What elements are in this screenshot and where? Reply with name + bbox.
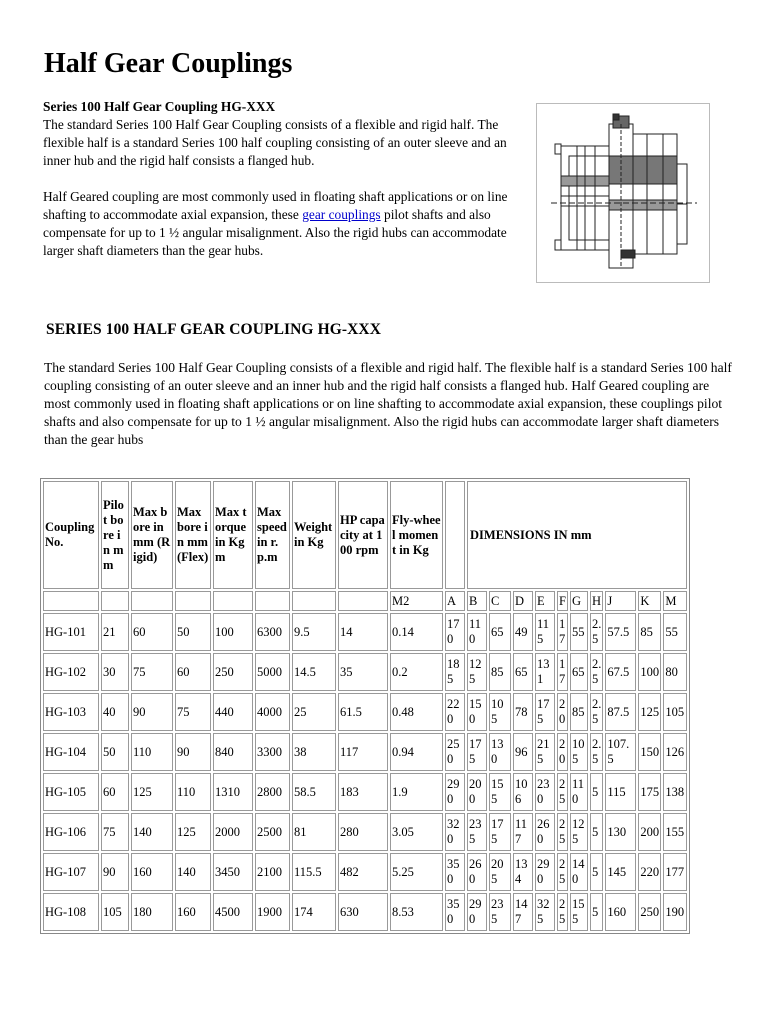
table-cell: 250 (445, 733, 465, 771)
table-cell: 55 (570, 613, 588, 651)
table-cell: 105 (101, 893, 129, 931)
table-cell: 2.5 (590, 693, 603, 731)
table-cell: 290 (467, 893, 487, 931)
unit-cell: G (570, 591, 588, 611)
table-cell: 25 (557, 853, 568, 891)
header-hp-capacity: HP capacity at 100 rpm (338, 481, 388, 589)
table-cell: 350 (445, 893, 465, 931)
table-cell: 105 (663, 693, 687, 731)
table-cell: 96 (513, 733, 533, 771)
table-cell: 126 (663, 733, 687, 771)
table-cell: 65 (513, 653, 533, 691)
table-cell: 60 (175, 653, 211, 691)
unit-cell: E (535, 591, 555, 611)
intro-subtitle: Series 100 Half Gear Coupling HG-XXX (43, 99, 276, 114)
table-cell: 134 (513, 853, 533, 891)
table-cell: 160 (175, 893, 211, 931)
unit-cell: B (467, 591, 487, 611)
table-cell: 3.05 (390, 813, 443, 851)
table-cell: 115 (535, 613, 555, 651)
table-cell: 2100 (255, 853, 290, 891)
table-cell: 30 (101, 653, 129, 691)
table-cell: 2.5 (590, 653, 603, 691)
table-cell: 5 (590, 893, 603, 931)
table-cell: 110 (467, 613, 487, 651)
table-cell: 81 (292, 813, 336, 851)
table-cell: 175 (535, 693, 555, 731)
table-cell: 110 (131, 733, 173, 771)
unit-cell: F (557, 591, 568, 611)
table-cell: 140 (131, 813, 173, 851)
unit-cell: M (663, 591, 687, 611)
table-cell: 125 (175, 813, 211, 851)
table-cell: 115.5 (292, 853, 336, 891)
table-cell: 145 (605, 853, 636, 891)
table-cell: 21 (101, 613, 129, 651)
table-cell: 100 (213, 613, 253, 651)
table-row (43, 613, 687, 651)
coupling-drawing (536, 103, 710, 283)
header-max-speed: Max speed in r.p.m (255, 481, 290, 589)
table-cell: 80 (663, 653, 687, 691)
table-cell: 147 (513, 893, 533, 931)
table-cell: 220 (445, 693, 465, 731)
table-row (43, 813, 687, 851)
unit-cell (175, 591, 211, 611)
table-cell: 5000 (255, 653, 290, 691)
table-cell: 3300 (255, 733, 290, 771)
table-row (43, 653, 687, 691)
header-max-bore-flex: Max bore in mm (Flex) (175, 481, 211, 589)
table-cell: 350 (445, 853, 465, 891)
coupling-number-cell: HG-103 (43, 693, 99, 731)
table-cell: 125 (467, 653, 487, 691)
coupling-number-cell: HG-105 (43, 773, 99, 811)
table-cell: 105 (489, 693, 511, 731)
table-row (43, 853, 687, 891)
unit-cell (43, 591, 99, 611)
table-row (43, 693, 687, 731)
unit-cell: M2 (390, 591, 443, 611)
table-cell: 14 (338, 613, 388, 651)
table-cell: 2.5 (590, 733, 603, 771)
table-cell: 320 (445, 813, 465, 851)
table-cell: 2800 (255, 773, 290, 811)
table-cell: 1900 (255, 893, 290, 931)
table-cell: 840 (213, 733, 253, 771)
table-cell: 85 (638, 613, 661, 651)
header-pilot-bore: Pilot bore in mm (101, 481, 129, 589)
header-max-torque: Max torque in Kg m (213, 481, 253, 589)
table-cell: 0.94 (390, 733, 443, 771)
table-cell: 235 (467, 813, 487, 851)
table-cell: 290 (535, 853, 555, 891)
intro-paragraph-2-start: Half Geared coupling are most commonly used in floating shaft applications or on line shafting to accommodate axial expansion, these (43, 189, 508, 222)
table-cell: 55 (663, 613, 687, 651)
table-cell: 2500 (255, 813, 290, 851)
table-cell: 155 (570, 893, 588, 931)
table-cell: 75 (101, 813, 129, 851)
table-cell: 40 (101, 693, 129, 731)
unit-cell: H (590, 591, 603, 611)
unit-cell: A (445, 591, 465, 611)
intro-paragraph-2 (43, 188, 533, 260)
table-cell: 125 (131, 773, 173, 811)
table-cell: 177 (663, 853, 687, 891)
table-cell: 2000 (213, 813, 253, 851)
table-cell: 325 (535, 893, 555, 931)
section-heading: SERIES 100 HALF GEAR COUPLING HG-XXX (46, 321, 382, 338)
table-cell: 250 (638, 893, 661, 931)
table-cell: 130 (605, 813, 636, 851)
table-cell: 105 (570, 733, 588, 771)
table-header-row (43, 481, 687, 589)
table-cell: 61.5 (338, 693, 388, 731)
table-cell: 160 (131, 853, 173, 891)
unit-cell: D (513, 591, 533, 611)
table-cell: 110 (570, 773, 588, 811)
table-cell: 49 (513, 613, 533, 651)
table-cell: 3450 (213, 853, 253, 891)
table-cell: 215 (535, 733, 555, 771)
table-cell: 230 (535, 773, 555, 811)
table-cell: 20 (557, 733, 568, 771)
coupling-number-cell: HG-106 (43, 813, 99, 851)
table-cell: 630 (338, 893, 388, 931)
table-cell: 0.14 (390, 613, 443, 651)
intro-paragraph-2-end: pilot shafts and also compensate for up to 1 ½ angular misalignment. Also the rigid hubs can accommodate larger shaft diameters than the gear hubs. (43, 207, 507, 258)
table-cell: 50 (101, 733, 129, 771)
unit-cell: K (638, 591, 661, 611)
coupling-number-cell: HG-107 (43, 853, 99, 891)
table-cell: 260 (535, 813, 555, 851)
table-cell: 90 (175, 733, 211, 771)
coupling-number-cell: HG-108 (43, 893, 99, 931)
table-cell: 85 (570, 693, 588, 731)
table-cell: 60 (101, 773, 129, 811)
table-cell: 100 (638, 653, 661, 691)
table-cell: 125 (570, 813, 588, 851)
table-cell: 175 (489, 813, 511, 851)
table-cell: 4000 (255, 693, 290, 731)
table-cell: 0.2 (390, 653, 443, 691)
table-cell: 140 (570, 853, 588, 891)
table-cell: 117 (338, 733, 388, 771)
table-cell: 0.48 (390, 693, 443, 731)
table-cell: 5.25 (390, 853, 443, 891)
intro-section (43, 98, 533, 260)
table-cell: 5 (590, 813, 603, 851)
header-weight: Weight in Kg (292, 481, 336, 589)
table-cell: 180 (131, 893, 173, 931)
table-cell: 1.9 (390, 773, 443, 811)
table-row (43, 893, 687, 931)
table-cell: 38 (292, 733, 336, 771)
table-cell: 75 (175, 693, 211, 731)
table-cell: 78 (513, 693, 533, 731)
table-cell: 25 (557, 813, 568, 851)
table-cell: 117 (513, 813, 533, 851)
table-cell: 4500 (213, 893, 253, 931)
table-cell: 185 (445, 653, 465, 691)
table-cell: 65 (570, 653, 588, 691)
table-cell: 58.5 (292, 773, 336, 811)
table-cell: 8.53 (390, 893, 443, 931)
table-cell: 140 (175, 853, 211, 891)
table-cell: 170 (445, 613, 465, 651)
unit-cell: J (605, 591, 636, 611)
table-cell: 65 (489, 613, 511, 651)
table-cell: 174 (292, 893, 336, 931)
header-flywheel-moment: Fly-wheel moment in Kg (390, 481, 443, 589)
unit-cell (101, 591, 129, 611)
table-cell: 17 (557, 653, 568, 691)
table-cell: 190 (663, 893, 687, 931)
table-cell: 50 (175, 613, 211, 651)
header-coupling-no: Coupling No. (43, 481, 99, 589)
table-cell: 175 (467, 733, 487, 771)
table-cell: 25 (292, 693, 336, 731)
section-description: The standard Series 100 Half Gear Coupling consists of a flexible and rigid half. The flexible half is a standard Series 100 half coupling consisting of an outer sleeve and an inner hub and the rigid half consists a flanged hub. Half Geared coupling are most commonly used in floating shaft applications or on line shafting to accommodate axial expansion, these couplings pilot shafts and also compensate for up to 1 ½ angular misalignment. Also the rigid hubs can accommodate larger shaft diameters than the gear hubs (44, 360, 732, 447)
table-cell: 131 (535, 653, 555, 691)
table-row (43, 773, 687, 811)
table-cell: 482 (338, 853, 388, 891)
table-cell: 2.5 (590, 613, 603, 651)
gear-couplings-link[interactable]: gear couplings (302, 207, 381, 222)
table-cell: 440 (213, 693, 253, 731)
coupling-drawing-icon (537, 104, 709, 282)
specifications-table (40, 478, 690, 934)
table-cell: 87.5 (605, 693, 636, 731)
table-cell: 6300 (255, 613, 290, 651)
intro-paragraph-1: The standard Series 100 Half Gear Coupling consists of a flexible and rigid half. The flexible half is a standard Series 100 half coupling consisting of an outer sleeve and an inner hub and the rigid half consists a flanged hub. (43, 117, 507, 168)
table-cell: 290 (445, 773, 465, 811)
table-cell: 57.5 (605, 613, 636, 651)
unit-cell (255, 591, 290, 611)
table-units-row (43, 591, 687, 611)
table-cell: 1310 (213, 773, 253, 811)
table-cell: 75 (131, 653, 173, 691)
unit-cell (338, 591, 388, 611)
table-cell: 17 (557, 613, 568, 651)
table-cell: 35 (338, 653, 388, 691)
unit-cell (292, 591, 336, 611)
table-cell: 138 (663, 773, 687, 811)
table-cell: 67.5 (605, 653, 636, 691)
table-cell: 260 (467, 853, 487, 891)
table-cell: 106 (513, 773, 533, 811)
table-cell: 250 (213, 653, 253, 691)
table-cell: 175 (638, 773, 661, 811)
table-cell: 85 (489, 653, 511, 691)
table-cell: 5 (590, 853, 603, 891)
table-cell: 107.5 (605, 733, 636, 771)
table-cell: 150 (467, 693, 487, 731)
table-cell: 155 (663, 813, 687, 851)
table-cell: 160 (605, 893, 636, 931)
unit-cell (213, 591, 253, 611)
unit-cell: C (489, 591, 511, 611)
table-cell: 5 (590, 773, 603, 811)
table-cell: 115 (605, 773, 636, 811)
page-title: Half Gear Couplings (44, 48, 293, 79)
table-cell: 25 (557, 773, 568, 811)
header-spacer (445, 481, 465, 589)
table-cell: 25 (557, 893, 568, 931)
table-row (43, 733, 687, 771)
table-cell: 155 (489, 773, 511, 811)
table-cell: 110 (175, 773, 211, 811)
table-cell: 200 (467, 773, 487, 811)
table-cell: 280 (338, 813, 388, 851)
table-cell: 90 (131, 693, 173, 731)
table-cell: 125 (638, 693, 661, 731)
unit-cell (131, 591, 173, 611)
coupling-number-cell: HG-101 (43, 613, 99, 651)
table-cell: 200 (638, 813, 661, 851)
table-cell: 14.5 (292, 653, 336, 691)
table-cell: 235 (489, 893, 511, 931)
coupling-number-cell: HG-102 (43, 653, 99, 691)
table-cell: 183 (338, 773, 388, 811)
table-cell: 90 (101, 853, 129, 891)
table-cell: 220 (638, 853, 661, 891)
header-max-bore-rigid: Max bore in mm (Rigid) (131, 481, 173, 589)
table-cell: 9.5 (292, 613, 336, 651)
coupling-number-cell: HG-104 (43, 733, 99, 771)
table-cell: 20 (557, 693, 568, 731)
table-cell: 150 (638, 733, 661, 771)
table-cell: 60 (131, 613, 173, 651)
header-dimensions: DIMENSIONS IN mm (467, 481, 687, 589)
table-cell: 205 (489, 853, 511, 891)
table-cell: 130 (489, 733, 511, 771)
